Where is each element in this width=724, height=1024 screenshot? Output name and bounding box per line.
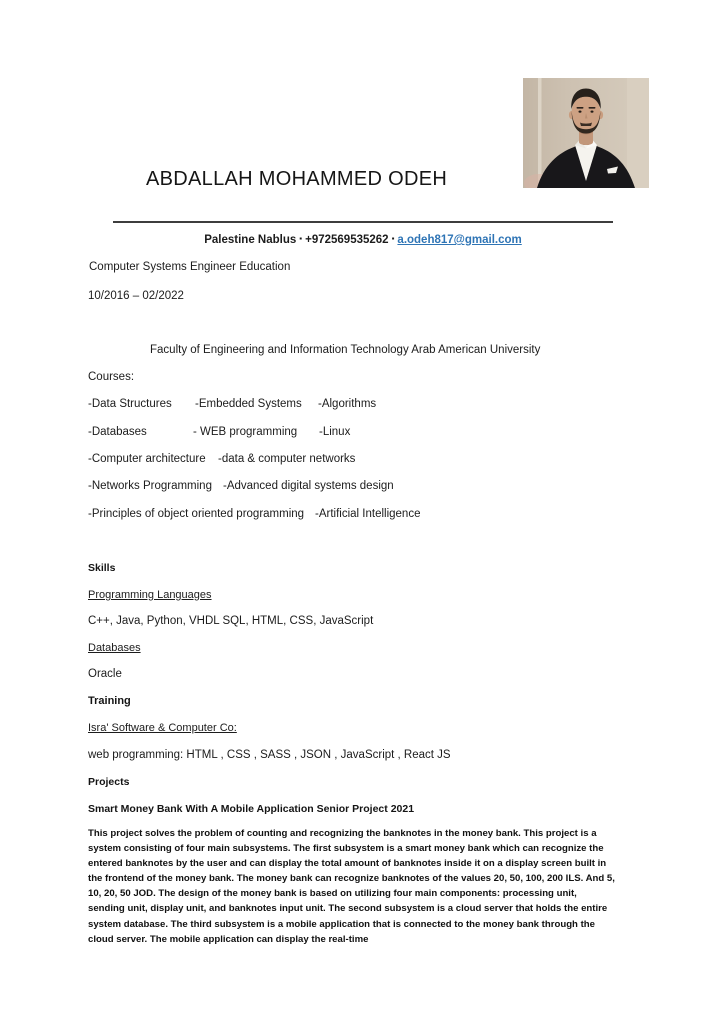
course-item: - WEB programming [193,426,298,438]
page-title-name: ABDALLAH MOHAMMED ODEH [146,168,448,190]
training-heading: Training [88,695,131,707]
location-text: Palestine Nablus [204,234,297,246]
training-details: web programming: HTML , CSS , SASS , JSON , JavaScript , React JS [88,749,451,761]
training-company: Isra' Software & Computer Co: [88,722,237,734]
education-degree: Computer Systems Engineer Education [89,261,291,273]
education-faculty: Faculty of Engineering and Information Technology Arab American University [150,344,541,356]
header-divider-rule [113,221,613,223]
databases-label: Databases [88,642,141,654]
bullet-separator-icon: ▪ [299,234,303,243]
course-row [88,453,618,468]
bullet-separator-icon: ▪ [391,234,395,243]
email-link[interactable]: a.odeh817@gmail.com [397,234,522,246]
course-row [88,480,618,495]
course-item: -Embedded Systems [195,398,302,410]
programming-languages-value: C++, Java, Python, VHDL SQL, HTML, CSS, JavaScript [88,615,374,627]
course-row [88,398,618,413]
course-row [88,426,618,441]
course-item: -Networks Programming [88,480,212,492]
projects-heading: Projects [88,776,130,788]
course-item: -Principles of object oriented programming [88,508,305,520]
course-item: -data & computer networks [218,453,356,465]
course-item: -Advanced digital systems design [223,480,394,492]
course-item: -Linux [319,426,351,438]
project-description: This project solves the problem of counting and recognizing the banknotes in the money bank. This project is a system consisting of four main subsystems. The first subsystem is a smart money bank which can recognize the entered banknotes by the user and can display the total amount of banknotes inside it on a display screen built in the frontend of the money bank. The money bank can recognize banknotes of the values 20, 50, 100, 200 ILS. And 5, 10, 20, 50 JOD. The design of the money bank is based on utilizing four main components: processing unit, sending unit, display unit, and banknotes input unit. The second subsystem is a cloud server that holds the entire system database. The third subsystem is a mobile application that is connected to the money bank through the cloud server. The mobile application can display the real-time [88,828,615,945]
course-item: -Computer architecture [88,453,206,465]
portrait-illustration [523,78,649,188]
course-item: -Artificial Intelligence [315,508,421,520]
education-dates: 10/2016 – 02/2022 [88,290,184,302]
programming-languages-label: Programming Languages [88,589,212,601]
contact-line [113,234,613,246]
databases-value: Oracle [88,668,122,680]
phone-text: +972569535262 [305,234,389,246]
course-row [88,508,618,523]
profile-photo [523,78,649,188]
course-item: -Data Structures [88,398,172,410]
course-item: -Algorithms [318,398,377,410]
skills-heading: Skills [88,562,116,574]
courses-label: Courses: [88,371,135,383]
project-title: Smart Money Bank With A Mobile Application Senior Project 2021 [88,803,415,815]
course-item: -Databases [88,426,147,438]
